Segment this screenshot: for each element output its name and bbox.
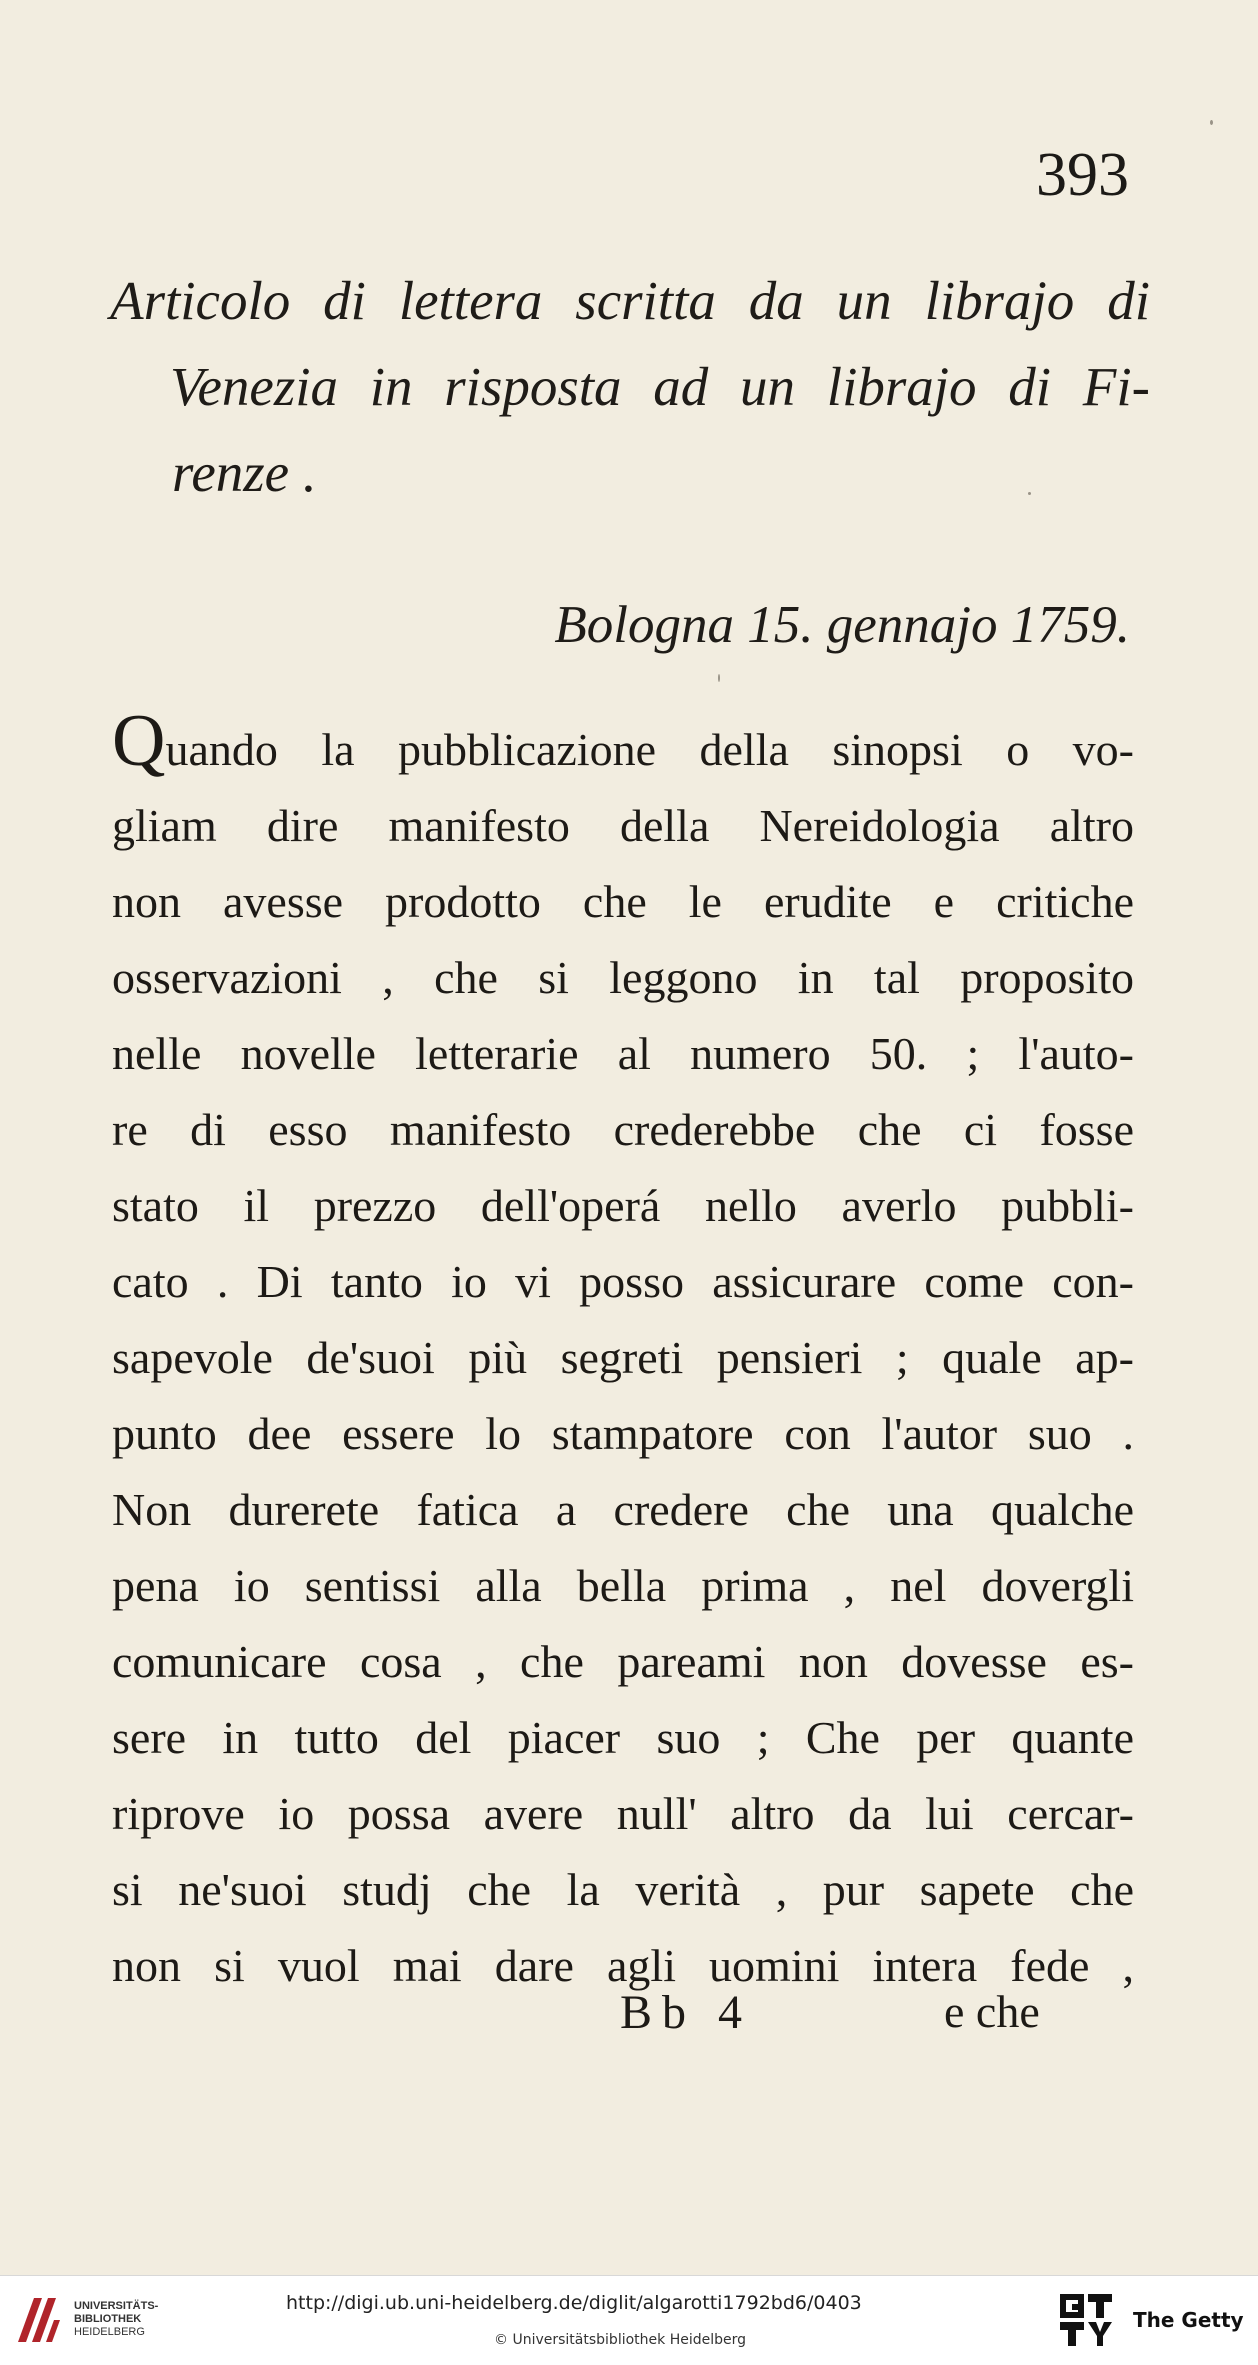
library-name-line: HEIDELBERG — [74, 2326, 145, 2338]
article-heading — [110, 258, 1150, 516]
text-line: sapevole de'suoi più segreti pensieri ; quale ap- — [112, 1332, 1134, 1383]
dateline: Bologna 15. gennajo 1759. — [554, 596, 1130, 654]
heading-line: Venezia in risposta ad un librajo di Fi- — [170, 356, 1150, 417]
text-line: nelle novelle letterarie al numero 50. ; l'auto- — [112, 1028, 1134, 1079]
text-line: punto dee essere lo stampatore con l'autor suo . — [112, 1408, 1134, 1459]
partner-name: The Getty — [1133, 2308, 1244, 2332]
getty-logo-icon — [1058, 2292, 1114, 2348]
text-line: re di esso manifesto crederebbe che ci fosse — [112, 1104, 1134, 1155]
body-text — [112, 712, 1134, 2004]
drop-cap: Q — [112, 712, 166, 782]
footer-bar — [0, 2275, 1258, 2365]
first-line-text: uando la pubblicazione della sinopsi o vo- — [165, 724, 1134, 775]
heading-line: renze . — [172, 442, 317, 503]
text-line: gliam dire manifesto della Nereidologia altro — [112, 800, 1134, 851]
page-number: 393 — [1036, 141, 1129, 209]
text-line: si ne'suoi studj che la verità , pur sapete che — [112, 1864, 1134, 1915]
catchword: e che — [944, 1986, 1040, 2037]
library-name-line: UNIVERSITÄTS- — [74, 2300, 159, 2312]
university-library-name — [74, 2300, 158, 2339]
text-line: osservazioni , che si leggono in tal proposito — [112, 952, 1134, 1003]
text-line: non avesse prodotto che le erudite e critiche — [112, 876, 1134, 927]
text-line: non si vuol mai dare agli uomini intera fede , — [112, 1940, 1134, 1991]
text-line: cato . Di tanto io vi posso assicurare come con- — [112, 1256, 1134, 1307]
text-line: sere in tutto del piacer suo ; Che per quante — [112, 1712, 1134, 1763]
text-line: Non durerete fatica a credere che una qualche — [112, 1484, 1134, 1535]
heading-line: Articolo di lettera scritta da un librajo di — [110, 270, 1150, 331]
text-line: riprove io possa avere null' altro da lui cercar- — [112, 1788, 1134, 1839]
university-library-logo-icon — [12, 2284, 66, 2356]
text-line — [112, 712, 1134, 788]
library-name-line: BIBLIOTHEK — [74, 2313, 142, 2325]
text-line: stato il prezzo dell'operá nello averlo pubbli- — [112, 1180, 1134, 1231]
text-line: pena io sentissi alla bella prima , nel dovergli — [112, 1560, 1134, 1611]
copyright-notice: © Universitätsbibliothek Heidelberg — [494, 2332, 747, 2348]
permalink-url[interactable]: http://digi.ub.uni-heidelberg.de/diglit/algarotti1792bd6/0403 — [286, 2292, 862, 2314]
signature-mark: Bb 4 — [620, 1986, 753, 2039]
text-line: comunicare cosa , che pareami non dovesse es- — [112, 1636, 1134, 1687]
